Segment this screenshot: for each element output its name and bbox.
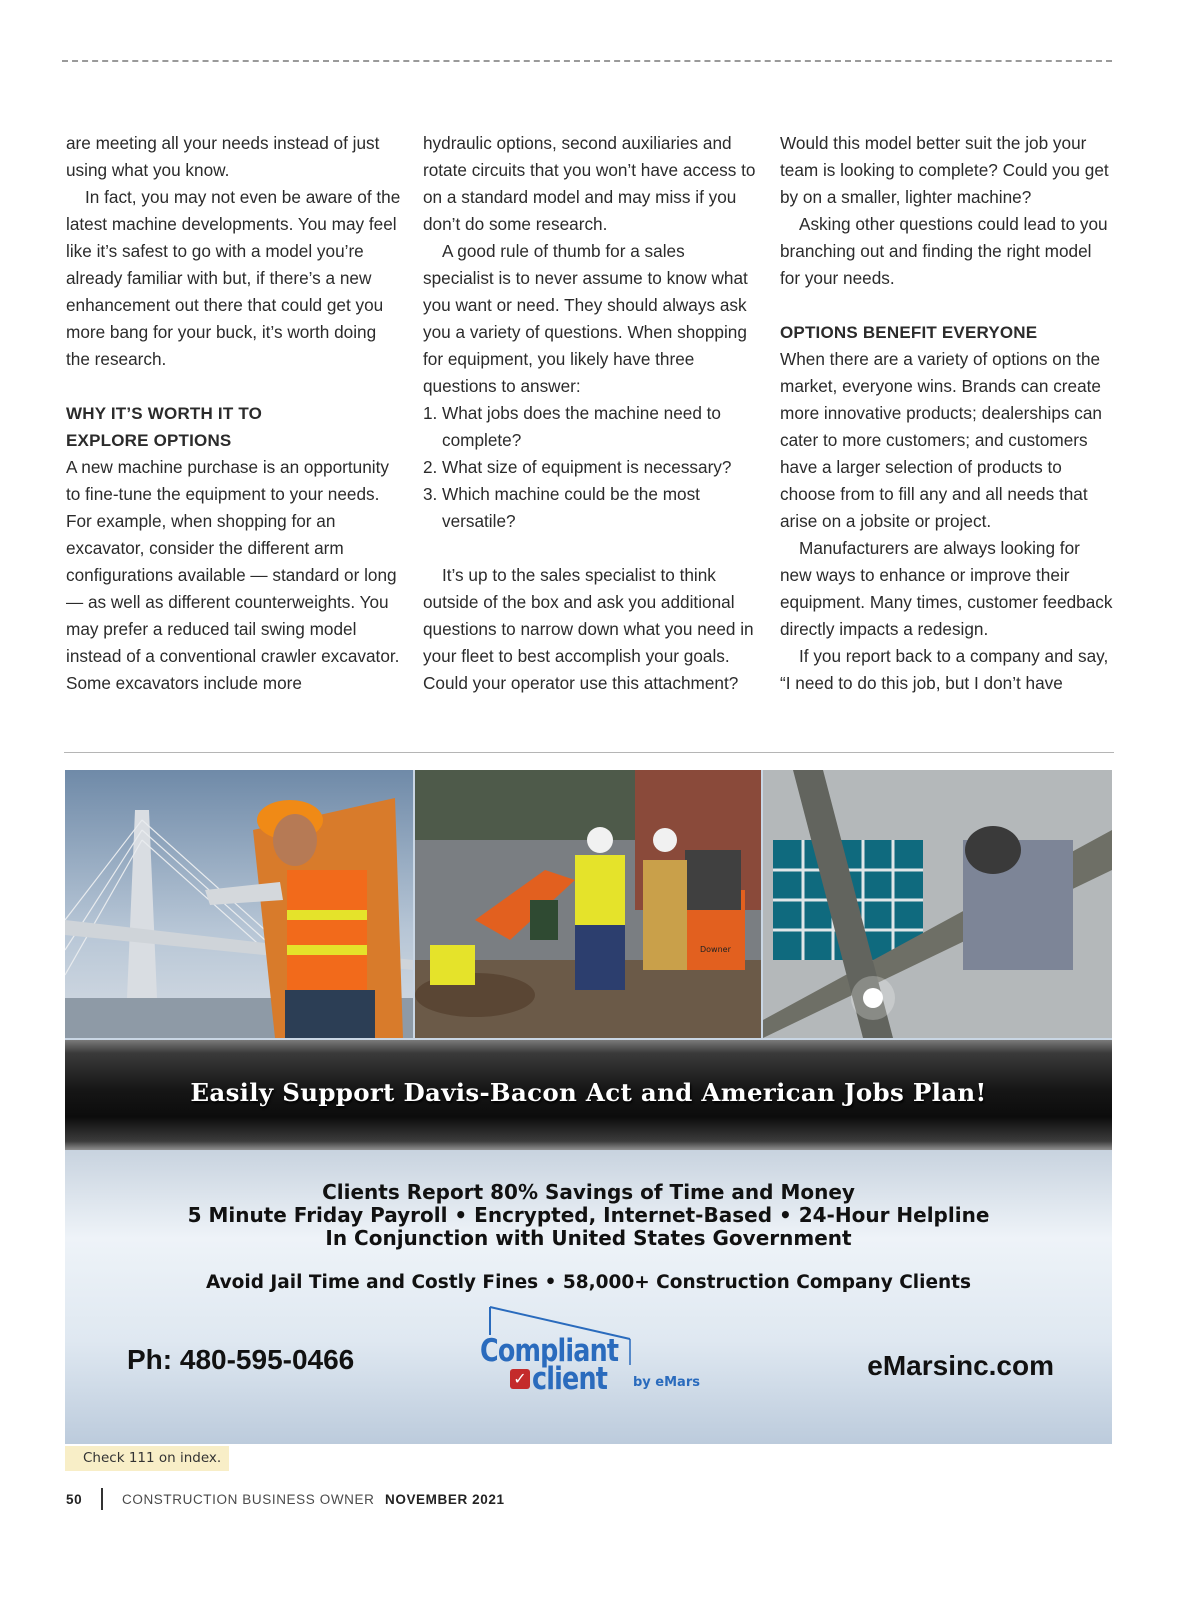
section-heading-line-2: EXPLORE OPTIONS bbox=[66, 431, 232, 450]
ad-photo-sign: Downer bbox=[700, 945, 731, 954]
paragraph: are meeting all your needs instead of just using what you know. bbox=[66, 133, 380, 180]
ad-photo-engineer-bridge bbox=[65, 770, 413, 1038]
paragraph: If you report back to a company and say, “I need to do this job, but I don’t have bbox=[780, 646, 1109, 693]
issue-date: NOVEMBER 2021 bbox=[385, 1492, 505, 1507]
paragraph: When there are a variety of options on the market, everyone wins. Brands can create more innovative products; dealerships can cater to more customers; and customers have a larger selection of products to choose from to fill any and all needs that arise on a jobsite or project. bbox=[780, 349, 1102, 531]
ad-phone-number[interactable]: Ph: 480-595-0466 bbox=[127, 1344, 355, 1375]
paragraph: It’s up to the sales specialist to think outside of the box and ask you additional questions to narrow down what you need in your fleet to best accomplish your goals. Could your operator use this attachment? bbox=[423, 565, 754, 693]
top-divider bbox=[62, 60, 1112, 62]
paragraph: Would this model better suit the job your team is looking to complete? Could you get by on a smaller, lighter machine? bbox=[780, 133, 1109, 207]
logo-byline: by eMars bbox=[633, 1375, 700, 1390]
paragraph: In fact, you may not even be aware of the latest machine developments. You may feel like it’s safest to go with a model you’re already familiar with but, if there’s a new enhancement out there that could get you more bang for your buck, it’s worth doing the research. bbox=[66, 187, 401, 369]
advertisement[interactable] bbox=[65, 770, 1112, 1444]
ad-features-line: 5 Minute Friday Payroll • Encrypted, Internet-Based • 24-Hour Helpline bbox=[187, 1203, 990, 1227]
ad-website-link[interactable]: eMarsinc.com bbox=[867, 1350, 1054, 1381]
publication-name: CONSTRUCTION BUSINESS OWNER bbox=[122, 1492, 375, 1507]
list-text: What size of equipment is necessary? bbox=[442, 457, 732, 477]
list-number: 1. bbox=[423, 403, 438, 423]
paragraph: hydraulic options, second auxiliaries and rotate circuits that you won’t have access to on a standard model and may miss if you don’t do some research. bbox=[423, 133, 756, 234]
paragraph: A good rule of thumb for a sales specialist is to never assume to know what you want or need. They should always ask you a variety of questions. When shopping for equipment, you likely have three questions to answer: bbox=[423, 241, 748, 396]
list-item bbox=[423, 454, 759, 481]
ad-clients-line: Avoid Jail Time and Costly Fines • 58,000+ Construction Company Clients bbox=[205, 1272, 972, 1293]
paragraph: A new machine purchase is an opportunity to fine-tune the equipment to your needs. For example, when shopping for an excavator, consider the different arm configurations available — standard or long — as well as different counterweights. You may prefer a reduced tail swing model instead of a conventional crawler excavator. Some excavators include more bbox=[66, 457, 400, 693]
paragraph: Manufacturers are always looking for new ways to enhance or improve their equipment. Many times, customer feedback directly impacts a redesign. bbox=[780, 538, 1113, 639]
footer-divider bbox=[101, 1488, 103, 1510]
section-heading-line-1: WHY IT’S WORTH IT TO bbox=[66, 404, 263, 423]
ad-divider bbox=[64, 752, 1114, 753]
ad-government-line: In Conjunction with United States Government bbox=[325, 1226, 852, 1250]
ad-photo-excavation-crew bbox=[415, 770, 761, 1038]
page-number: 50 bbox=[66, 1492, 83, 1507]
list-item bbox=[423, 400, 759, 454]
ad-savings-line: Clients Report 80% Savings of Time and Money bbox=[322, 1180, 855, 1204]
list-text: Which machine could be the most versatile? bbox=[442, 484, 700, 531]
checkmark-icon: ✓ bbox=[510, 1369, 530, 1389]
article-column-2 bbox=[423, 130, 759, 697]
ad-banner-headline: Easily Support Davis-Bacon Act and American Jobs Plan! bbox=[190, 1078, 987, 1107]
list-text: What jobs does the machine need to complete? bbox=[442, 403, 721, 450]
section-heading: OPTIONS BENEFIT EVERYONE bbox=[780, 323, 1038, 342]
ad-photo-welder bbox=[763, 770, 1112, 1038]
logo-wordmark-bottom: client bbox=[532, 1361, 608, 1397]
list-number: 3. bbox=[423, 484, 438, 504]
list-number: 2. bbox=[423, 457, 438, 477]
reader-service-tag: Check 111 on index. bbox=[65, 1446, 229, 1471]
list-item bbox=[423, 481, 759, 535]
paragraph: Asking other questions could lead to you branching out and finding the right model for your needs. bbox=[780, 214, 1108, 288]
article-column-3 bbox=[780, 130, 1116, 697]
compliant-client-logo[interactable] bbox=[480, 1305, 720, 1400]
article-column-1 bbox=[66, 130, 402, 697]
logo-wordmark-top: Compliant bbox=[480, 1333, 619, 1369]
ad-body bbox=[65, 1150, 1112, 1444]
ad-banner bbox=[65, 1040, 1112, 1150]
